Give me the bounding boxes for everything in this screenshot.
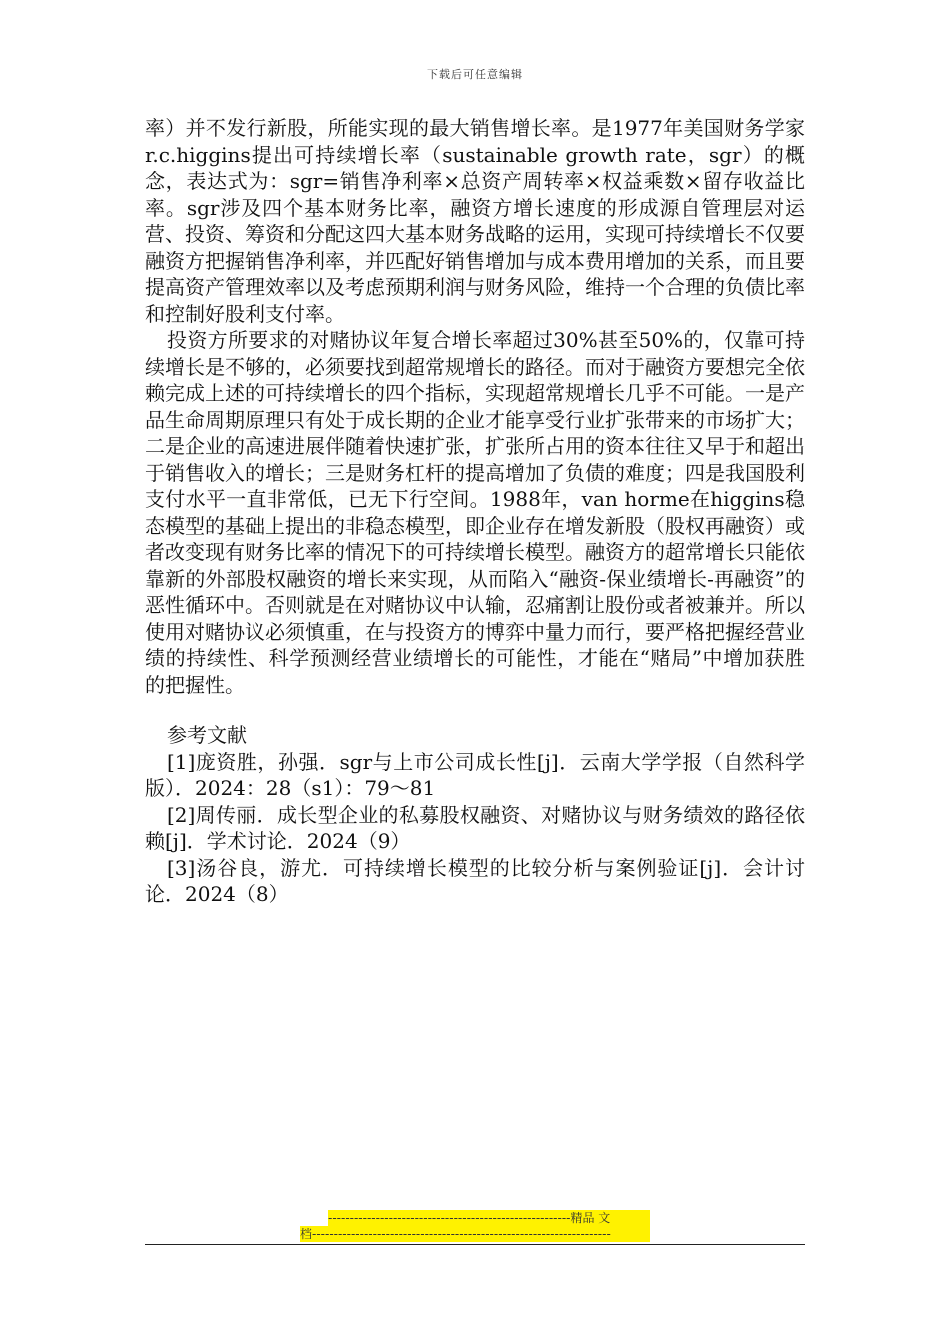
- footer-watermark: [300, 1210, 650, 1242]
- reference-item-3: [3]汤谷良，游尤．可持续增长模型的比较分析与案例验证[j]．会计讨论．2024（8）: [145, 855, 805, 906]
- references-section: [145, 722, 805, 908]
- page-header-note: 下载后可任意编辑: [427, 68, 523, 81]
- reference-item-2: [2]周传丽．成长型企业的私募股权融资、对赌协议与财务绩效的路径依赖[j]．学术讨论．2024（9）: [145, 802, 805, 853]
- footer-divider: [145, 1244, 805, 1245]
- footer-line-2: 档---------------------------------------------------------------------: [300, 1226, 650, 1242]
- document-body: [145, 115, 805, 908]
- body-paragraph-1: 率）并不发行新股，所能实现的最大销售增长率。是1977年美国财务学家r.c.higgins提出可持续增长率（sustainable growth rate，sgr）的概念，表达式为：sgr=销售净利率×总资产周转率×权益乘数×留存收益比率。sgr涉及四个基本财务比率，融资方增长速度的形成源自管理层对运营、投资、筹资和分配这四大基本财务战略的运用，实现可持续增长不仅要融资方把握销售净利率，并匹配好销售增加与成本费用增加的关系，而且要提高资产管理效率以及考虑预期利润与财务风险，维持一个合理的负债比率和控制好股利支付率。: [145, 116, 805, 326]
- references-heading: 参考文献: [167, 723, 247, 747]
- footer-line-1: --------------------------------------------------------精品 文: [328, 1210, 650, 1226]
- reference-item-1: [1]庞资胜，孙强．sgr与上市公司成长性[j]．云南大学学报（自然科学版）．2024：28（s1）：79～81: [145, 749, 805, 800]
- body-paragraph-2: 投资方所要求的对赌协议年复合增长率超过30%甚至50%的，仅靠可持续增长是不够的，必须要找到超常规增长的路径。而对于融资方要想完全依赖完成上述的可持续增长的四个指标，实现超常规增长几乎不可能。一是产品生命周期原理只有处于成长期的企业才能享受行业扩张带来的市场扩大；二是企业的高速进展伴随着快速扩张，扩张所占用的资本往往又早于和超出于销售收入的增长；三是财务杠杆的提高增加了负债的难度；四是我国股利支付水平一直非常低，已无下行空间。1988年，van horme在higgins稳态模型的基础上提出的非稳态模型，即企业存在增发新股（股权再融资）或者改变现有财务比率的情况下的可持续增长模型。融资方的超常增长只能依靠新的外部股权融资的增长来实现，从而陷入“融资-保业绩增长-再融资”的恶性循环中。否则就是在对赌协议中认输，忍痛割让股份或者被兼并。所以使用对赌协议必须慎重，在与投资方的博弈中量力而行，要严格把握经营业绩的持续性、科学预测经营业绩增长的可能性，才能在“赌局”中增加获胜的把握性。: [145, 328, 805, 697]
